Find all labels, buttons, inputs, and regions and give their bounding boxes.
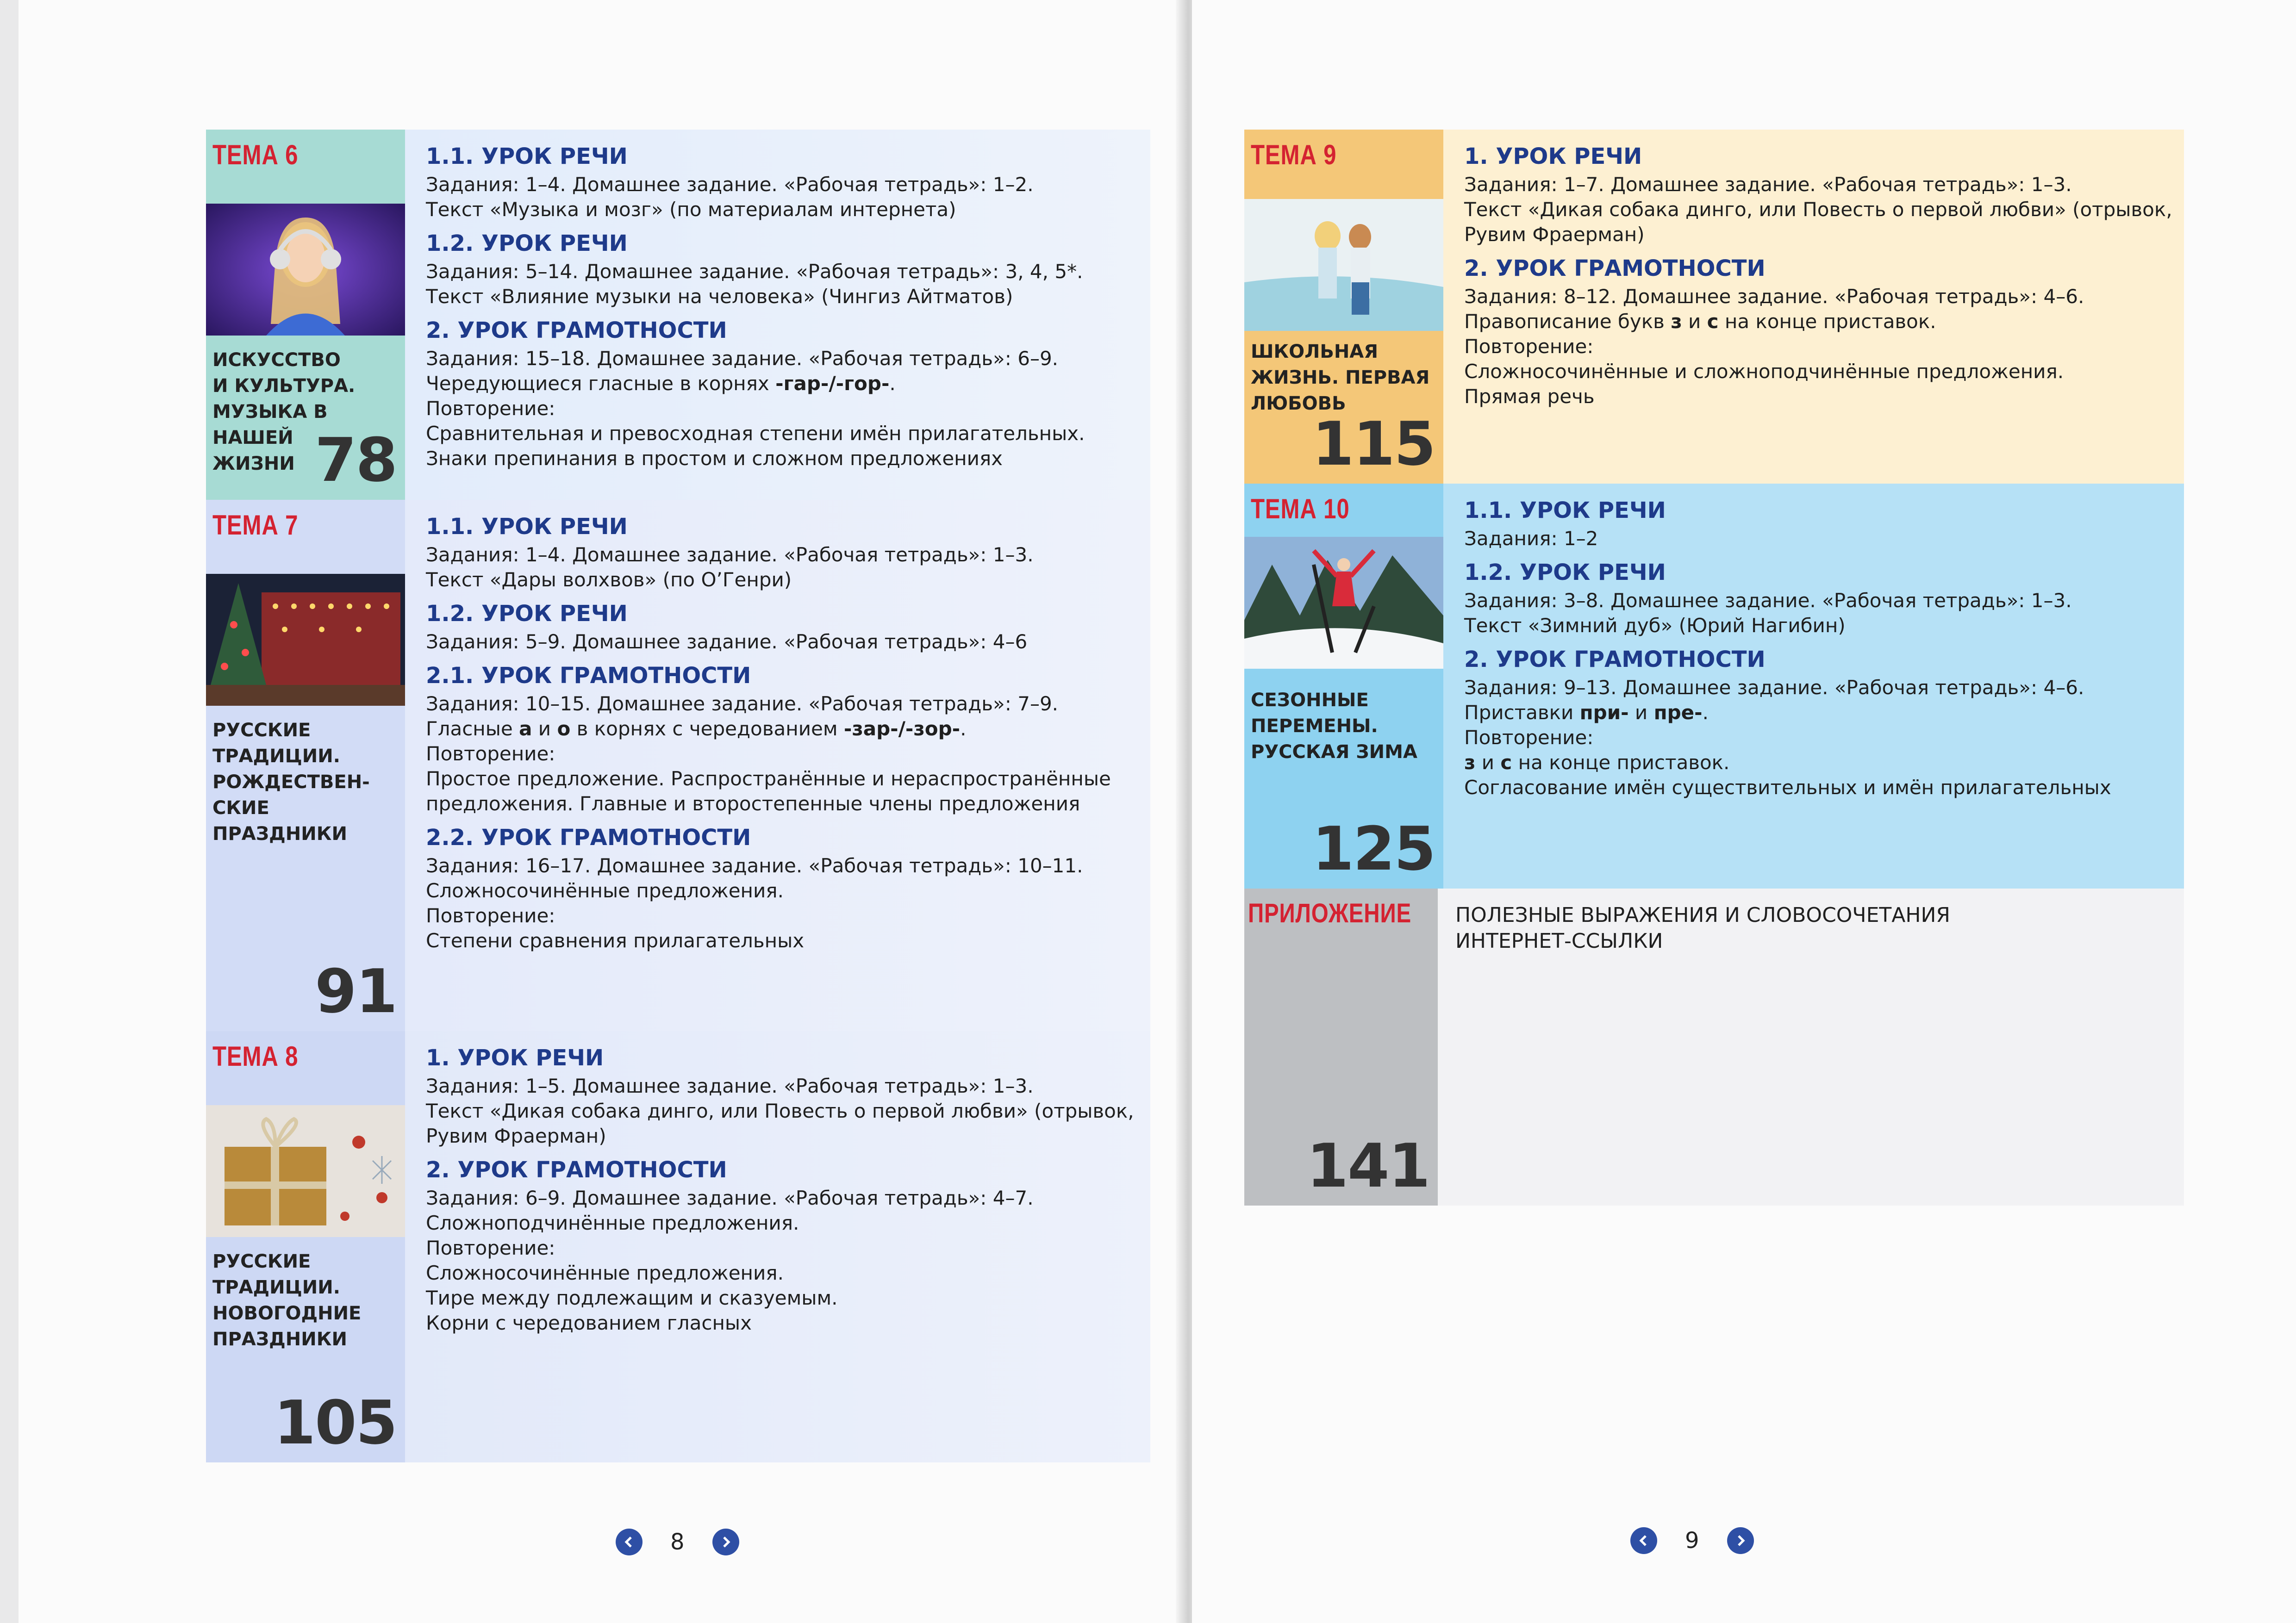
lesson-heading[interactable]: 2.1. УРОК ГРАМОТНОСТИ: [426, 663, 751, 689]
appendix-item[interactable]: ПОЛЕЗНЫЕ ВЫРАЖЕНИЯ И СЛОВОСОЧЕТАНИЯ: [1455, 903, 1950, 927]
lesson-line: [1464, 700, 2184, 725]
lesson-line: [426, 567, 1150, 592]
text-fragment: Повторение:: [426, 904, 555, 927]
topic-block-9: [1244, 130, 2184, 484]
text-fragment: Повторение:: [1464, 726, 1594, 749]
lesson-line: [426, 396, 1150, 421]
text-fragment: .: [1702, 701, 1709, 724]
lesson-line: [426, 172, 1150, 197]
topic-block-6: [206, 130, 1150, 500]
appendix-items: [1438, 889, 2184, 1206]
topic-lessons: [405, 1031, 1150, 1462]
lesson-line: [1464, 172, 2184, 197]
topic-label: ТЕМА 6: [212, 139, 299, 170]
lesson-line: [426, 1074, 1150, 1099]
text-fragment: на конце приставок.: [1512, 751, 1730, 774]
text-fragment: Задания: 10–15. Домашнее задание. «Рабочая тетрадь»: 7–9.: [426, 692, 1059, 715]
text-fragment: Задания: 1–2: [1464, 527, 1598, 550]
text-fragment: Сравнительная и превосходная степени имён прилагательных.: [426, 422, 1085, 445]
lesson-line: [1464, 197, 2184, 222]
lesson-line: [1464, 613, 2184, 638]
next-page-button[interactable]: [1727, 1527, 1754, 1554]
lesson-line: [426, 741, 1150, 766]
text-fragment: Задания: 8–12. Домашнее задание. «Рабочая тетрадь»: 4–6.: [1464, 285, 2084, 308]
lesson-heading[interactable]: 1. УРОК РЕЧИ: [1464, 143, 1642, 169]
gift-box-icon: [206, 1105, 405, 1237]
text-fragment: и: [1475, 751, 1501, 774]
text-fragment: Текст «Музыка и мозг» (по материалам интернета): [426, 198, 956, 221]
text-fragment: Текст «Влияние музыки на человека» (Чингиз Айтматов): [426, 285, 1013, 308]
text-fragment: Приставки: [1464, 701, 1580, 724]
text-fragment: Степени сравнения прилагательных: [426, 929, 805, 952]
lesson-heading[interactable]: 1.2. УРОК РЕЧИ: [426, 601, 628, 627]
bold-fragment: з: [1671, 310, 1682, 333]
text-fragment: Текст «Зимний дуб» (Юрий Нагибин): [1464, 614, 1846, 637]
girl-headphones-icon: [206, 204, 405, 336]
topic-page-number: 78: [315, 425, 397, 495]
bold-fragment: -гар-/-гор-: [775, 372, 890, 395]
appendix-label: ПРИЛОЖЕНИЕ: [1248, 898, 1411, 928]
lesson-line: [426, 1311, 1150, 1336]
topic-page-number: 105: [274, 1387, 397, 1458]
lesson-line: [426, 259, 1150, 284]
lesson-line: [1464, 334, 2184, 359]
page-number: 8: [670, 1529, 685, 1555]
lesson-line: [426, 928, 1150, 953]
chevron-left-icon: [622, 1535, 636, 1549]
lesson-heading[interactable]: 1.2. УРОК РЕЧИ: [426, 230, 628, 256]
topic-label: ТЕМА 9: [1251, 139, 1337, 170]
page-number: 9: [1685, 1528, 1699, 1554]
text-fragment: Знаки препинания в простом и сложном предложениях: [426, 447, 1003, 470]
text-fragment: Задания: 5–9. Домашнее задание. «Рабочая тетрадь»: 4–6: [426, 630, 1028, 653]
topic-sidebar: [206, 130, 405, 500]
left-pager: [616, 1529, 739, 1555]
topic-title: РУССКИЕ ТРАДИЦИИ. НОВОГОДНИЕ ПРАЗДНИКИ: [212, 1251, 362, 1350]
chevron-left-icon: [1637, 1534, 1651, 1548]
bold-fragment: з: [1464, 751, 1476, 774]
lesson-line: [426, 629, 1150, 654]
lesson-line: [426, 1236, 1150, 1261]
lesson-line: [426, 691, 1150, 716]
text-fragment: Правописание букв: [1464, 310, 1671, 333]
lesson-line: [1464, 359, 2184, 384]
lesson-line: [426, 903, 1150, 928]
topic-label: ТЕМА 7: [212, 510, 299, 541]
topic-title: РУССКИЕ ТРАДИЦИИ. РОЖДЕСТВЕН- СКИЕ ПРАЗДНИКИ: [212, 720, 370, 845]
topic-lessons: [1443, 484, 2184, 889]
right-pager: [1630, 1527, 1754, 1554]
lesson-heading[interactable]: 2. УРОК ГРАМОТНОСТИ: [426, 1157, 727, 1183]
lesson-line: [426, 716, 1150, 741]
bold-fragment: пре-: [1653, 701, 1703, 724]
christmas-market-icon: [206, 574, 405, 706]
text-fragment: Согласование имён существительных и имён прилагательных: [1464, 776, 2111, 799]
text-fragment: Повторение:: [1464, 335, 1594, 358]
text-fragment: Сложноподчинённые предложения.: [426, 1212, 799, 1234]
lesson-line: [426, 1261, 1150, 1286]
text-fragment: .: [889, 372, 896, 395]
skier-icon: [1244, 537, 1443, 669]
lesson-line: [1464, 384, 2184, 409]
lesson-line: [1464, 725, 2184, 750]
text-fragment: Текст «Дары волхвов» (по О’Генри): [426, 568, 792, 591]
text-fragment: Простое предложение. Распространённые и нераспространённые: [426, 767, 1111, 790]
appendix-item[interactable]: ИНТЕРНЕТ-ССЫЛКИ: [1455, 929, 1663, 953]
couple-watercolor-icon: [1244, 199, 1443, 331]
lesson-line: [426, 1286, 1150, 1311]
topic-lessons: [1443, 130, 2184, 484]
topic-page-number: 125: [1312, 814, 1435, 884]
text-fragment: Прямая речь: [1464, 385, 1595, 408]
topic-lessons: [405, 500, 1150, 1031]
lesson-heading[interactable]: 1.1. УРОК РЕЧИ: [426, 143, 628, 169]
lesson-line: [426, 1186, 1150, 1211]
lesson-heading[interactable]: 1. УРОК РЕЧИ: [426, 1045, 604, 1071]
text-fragment: Текст «Дикая собака динго, или Повесть о первой любви» (отрывок,: [426, 1100, 1134, 1122]
topic-title: ИСКУССТВО И КУЛЬТУРА. МУЗЫКА В НАШЕЙ ЖИЗНИ: [212, 349, 356, 474]
lesson-line: [426, 1124, 1150, 1149]
topic-lessons: [405, 130, 1150, 500]
lesson-heading[interactable]: 1.2. УРОК РЕЧИ: [1464, 560, 1666, 585]
topic-title: ШКОЛЬНАЯ ЖИЗНЬ. ПЕРВАЯ ЛЮБОВЬ: [1251, 341, 1430, 414]
lesson-line: [426, 853, 1150, 878]
text-fragment: .: [960, 717, 967, 740]
topic-label: ТЕМА 8: [212, 1041, 299, 1072]
lesson-line: [426, 371, 1150, 396]
text-fragment: предложения. Главные и второстепенные члены предложения: [426, 792, 1080, 815]
text-fragment: Задания: 3–8. Домашнее задание. «Рабочая тетрадь»: 1–3.: [1464, 589, 2072, 612]
bold-fragment: при-: [1579, 701, 1629, 724]
lesson-line: [1464, 750, 2184, 775]
lesson-heading[interactable]: 2. УРОК ГРАМОТНОСТИ: [1464, 255, 1766, 281]
lesson-heading[interactable]: 2.2. УРОК ГРАМОТНОСТИ: [426, 825, 751, 851]
lesson-heading[interactable]: 2. УРОК ГРАМОТНОСТИ: [1464, 647, 1766, 672]
lesson-heading[interactable]: 2. УРОК ГРАМОТНОСТИ: [426, 317, 727, 343]
lesson-line: [426, 284, 1150, 309]
text-fragment: и: [532, 717, 557, 740]
text-fragment: на конце приставок.: [1718, 310, 1936, 333]
lesson-line: [426, 346, 1150, 371]
prev-page-button[interactable]: [1630, 1527, 1657, 1554]
chevron-right-icon: [1734, 1534, 1747, 1548]
lesson-line: [426, 878, 1150, 903]
text-fragment: Тире между подлежащим и сказуемым.: [426, 1287, 838, 1309]
text-fragment: Повторение:: [426, 397, 555, 420]
text-fragment: Текст «Дикая собака динго, или Повесть о первой любви» (отрывок,: [1464, 198, 2172, 221]
lesson-line: [426, 1099, 1150, 1124]
prev-page-button[interactable]: [616, 1529, 643, 1555]
lesson-line: [1464, 526, 2184, 551]
text-fragment: Повторение:: [426, 1237, 555, 1259]
topic-sidebar: [206, 1031, 405, 1462]
lesson-line: [426, 766, 1150, 791]
lesson-line: [426, 446, 1150, 471]
text-fragment: и: [1682, 310, 1707, 333]
chevron-right-icon: [719, 1535, 733, 1549]
topic-label: ТЕМА 10: [1251, 493, 1350, 524]
text-fragment: Задания: 5–14. Домашнее задание. «Рабочая тетрадь»: 3, 4, 5*.: [426, 260, 1083, 283]
lesson-heading[interactable]: 1.1. УРОК РЕЧИ: [1464, 497, 1666, 523]
topic-block-7: [206, 500, 1150, 1031]
text-fragment: Чередующиеся гласные в корнях: [426, 372, 776, 395]
bold-fragment: о: [557, 717, 571, 740]
lesson-line: [426, 791, 1150, 816]
text-fragment: Задания: 1–7. Домашнее задание. «Рабочая тетрадь»: 1–3.: [1464, 173, 2072, 196]
lesson-line: [1464, 588, 2184, 613]
lesson-line: [1464, 775, 2184, 800]
text-fragment: Задания: 9–13. Домашнее задание. «Рабочая тетрадь»: 4–6.: [1464, 676, 2084, 699]
topic-sidebar: [1244, 130, 1443, 484]
text-fragment: Задания: 16–17. Домашнее задание. «Рабочая тетрадь»: 10–11.: [426, 854, 1083, 877]
lesson-line: [1464, 675, 2184, 700]
appendix-page-number: 141: [1306, 1131, 1429, 1201]
topic-page-number: 115: [1312, 409, 1435, 479]
appendix-block: [1244, 889, 2184, 1206]
bold-fragment: а: [519, 717, 532, 740]
text-fragment: в корнях с чередованием: [570, 717, 844, 740]
text-fragment: Сложносочинённые предложения.: [426, 1262, 784, 1284]
topic-block-8: [206, 1031, 1150, 1462]
topic-title: СЕЗОННЫЕ ПЕРЕМЕНЫ. РУССКАЯ ЗИМА: [1251, 690, 1417, 763]
lesson-line: [1464, 222, 2184, 247]
bold-fragment: -зар-/-зор-: [843, 717, 961, 740]
text-fragment: Задания: 6–9. Домашнее задание. «Рабочая тетрадь»: 4–7.: [426, 1187, 1034, 1209]
text-fragment: Задания: 1–4. Домашнее задание. «Рабочая тетрадь»: 1–3.: [426, 543, 1034, 566]
text-fragment: и: [1628, 701, 1654, 724]
lesson-heading[interactable]: 1.1. УРОК РЕЧИ: [426, 514, 628, 540]
appendix-sidebar: [1244, 889, 1438, 1206]
text-fragment: Рувим Фраерман): [1464, 223, 1645, 246]
topic-sidebar: [1244, 484, 1443, 889]
text-fragment: Корни с чередованием гласных: [426, 1312, 752, 1334]
lesson-line: [426, 197, 1150, 222]
text-fragment: Сложносочинённые предложения.: [426, 879, 784, 902]
lesson-line: [426, 421, 1150, 446]
text-fragment: Гласные: [426, 717, 519, 740]
bold-fragment: с: [1500, 751, 1512, 774]
text-fragment: Повторение:: [426, 742, 555, 765]
text-fragment: Задания: 1–5. Домашнее задание. «Рабочая тетрадь»: 1–3.: [426, 1075, 1034, 1097]
text-fragment: Задания: 15–18. Домашнее задание. «Рабочая тетрадь»: 6–9.: [426, 347, 1059, 370]
bold-fragment: с: [1707, 310, 1719, 333]
lesson-line: [426, 1211, 1150, 1236]
lesson-line: [1464, 309, 2184, 334]
text-fragment: Сложносочинённые и сложноподчинённые предложения.: [1464, 360, 2064, 383]
topic-block-10: [1244, 484, 2184, 889]
lesson-line: [1464, 284, 2184, 309]
text-fragment: Задания: 1–4. Домашнее задание. «Рабочая тетрадь»: 1–2.: [426, 173, 1034, 196]
topic-page-number: 91: [315, 956, 397, 1026]
next-page-button[interactable]: [712, 1529, 739, 1555]
topic-sidebar: [206, 500, 405, 1031]
lesson-line: [426, 542, 1150, 567]
text-fragment: Рувим Фраерман): [426, 1125, 606, 1147]
